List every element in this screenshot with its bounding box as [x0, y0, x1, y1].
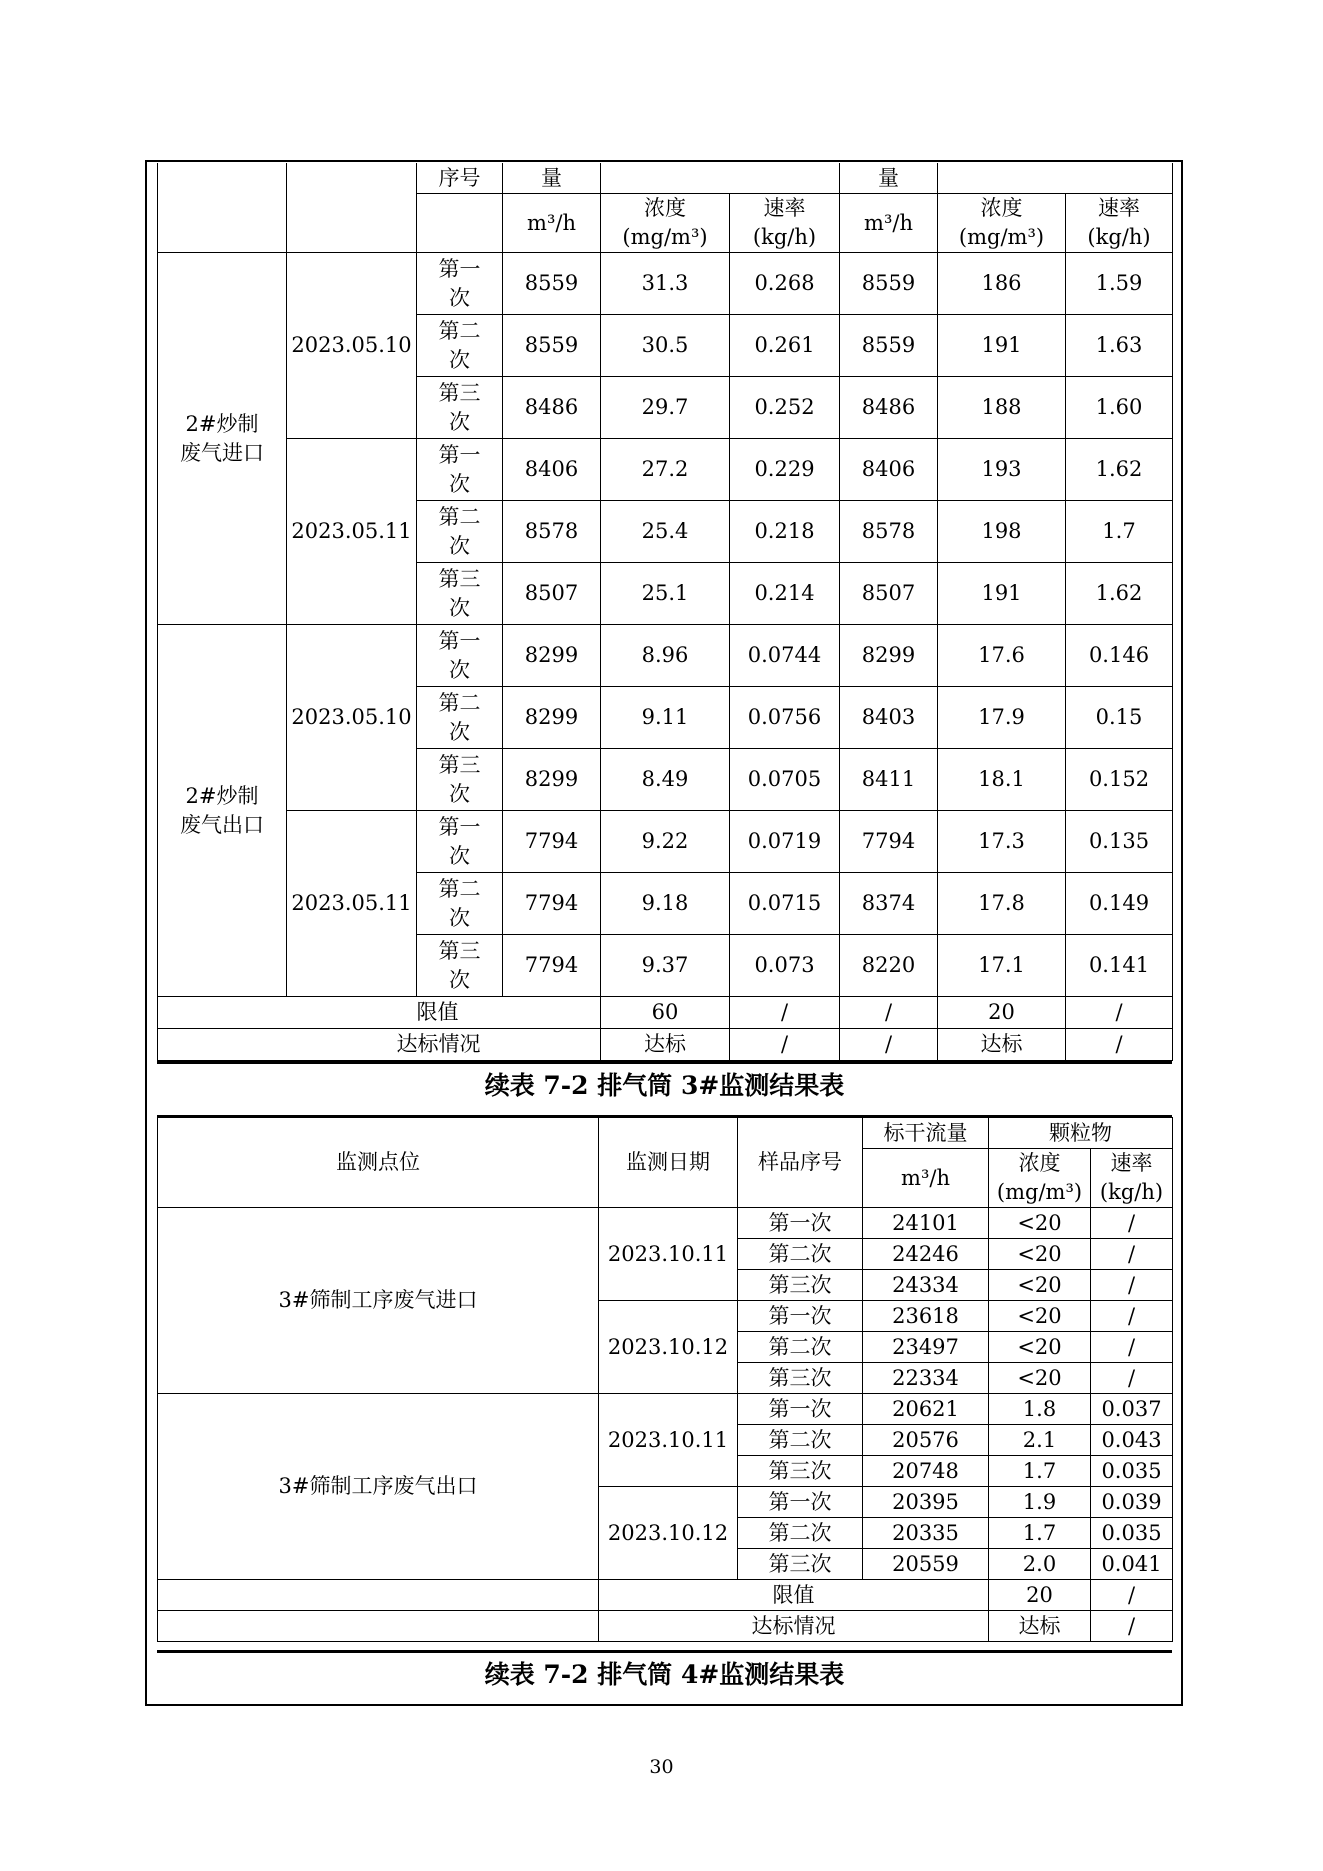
rate-cell-2: 1.59 — [1066, 253, 1173, 315]
header-particulate: 颗粒物 — [989, 1118, 1173, 1149]
header-seq: 样品序号 — [738, 1118, 863, 1208]
page-number: 30 — [649, 1756, 674, 1778]
rate-cell-2: 0.15 — [1066, 687, 1173, 749]
conc-cell-2: 193 — [938, 439, 1066, 501]
seq-cell: 第一次 — [417, 811, 503, 873]
status-conc: 达标 — [989, 1611, 1091, 1642]
conc-cell-1: 9.22 — [601, 811, 730, 873]
flow-cell-2: 8578 — [840, 501, 938, 563]
header-flow-unit-1: m³/h — [503, 194, 601, 253]
status-rate-1: / — [730, 1029, 840, 1061]
rate-cell-1: 0.252 — [730, 377, 840, 439]
conc-cell: 2.1 — [989, 1425, 1091, 1456]
rate-cell-2: 1.62 — [1066, 563, 1173, 625]
limit-rate-2: / — [1066, 997, 1173, 1029]
header-pollutant-2 — [938, 163, 1173, 194]
seq-cell: 第一次 — [738, 1394, 863, 1425]
conc-cell-2: 17.6 — [938, 625, 1066, 687]
rate-cell-1: 0.0756 — [730, 687, 840, 749]
date-cell: 2023.05.11 — [287, 811, 417, 997]
flow-cell-2: 8374 — [840, 873, 938, 935]
header-seq: 序号 — [417, 163, 503, 194]
conc-cell: <20 — [989, 1208, 1091, 1239]
flow-cell-1: 7794 — [503, 811, 601, 873]
rate-cell-2: 0.152 — [1066, 749, 1173, 811]
flow-cell: 20576 — [863, 1425, 989, 1456]
flow-cell: 23497 — [863, 1332, 989, 1363]
seq-cell: 第一次 — [738, 1487, 863, 1518]
status-blank — [158, 1611, 599, 1642]
seq-cell: 第三次 — [417, 377, 503, 439]
header-rate-2: 速率 (kg/h) — [1066, 194, 1173, 253]
header-pollutant-1 — [601, 163, 840, 194]
flow-cell: 20621 — [863, 1394, 989, 1425]
flow-cell-1: 8559 — [503, 315, 601, 377]
status-rate: / — [1091, 1611, 1173, 1642]
table-row — [158, 439, 1173, 501]
date-cell: 2023.05.10 — [287, 625, 417, 811]
header-seq-cont — [417, 194, 503, 253]
table-caption-3: 续表 7-2 排气筒 3#监测结果表 — [484, 1071, 845, 1100]
location-cell: 3#筛制工序废气进口 — [158, 1208, 599, 1394]
rate-cell-1: 0.229 — [730, 439, 840, 501]
status-conc-2: 达标 — [938, 1029, 1066, 1061]
limit-conc-2: 20 — [938, 997, 1066, 1029]
flow-cell-2: 8411 — [840, 749, 938, 811]
table-row — [158, 1208, 1173, 1239]
flow-cell: 20335 — [863, 1518, 989, 1549]
conc-cell: <20 — [989, 1239, 1091, 1270]
conc-cell-1: 9.37 — [601, 935, 730, 997]
seq-cell: 第一次 — [417, 625, 503, 687]
flow-cell: 20559 — [863, 1549, 989, 1580]
flow-cell: 22334 — [863, 1363, 989, 1394]
rate-cell: / — [1091, 1301, 1173, 1332]
rate-cell-1: 0.214 — [730, 563, 840, 625]
conc-cell: 1.7 — [989, 1456, 1091, 1487]
seq-cell: 第一次 — [738, 1208, 863, 1239]
rate-cell: / — [1091, 1239, 1173, 1270]
flow-cell-1: 8406 — [503, 439, 601, 501]
conc-cell: 1.8 — [989, 1394, 1091, 1425]
conc-cell: <20 — [989, 1332, 1091, 1363]
limit-conc-1: 60 — [601, 997, 730, 1029]
seq-cell: 第三次 — [738, 1549, 863, 1580]
rate-cell: 0.037 — [1091, 1394, 1173, 1425]
monitoring-table-2 — [157, 163, 1173, 1061]
date-cell: 2023.10.11 — [599, 1208, 738, 1301]
seq-cell: 第二次 — [417, 687, 503, 749]
rate-cell-1: 0.268 — [730, 253, 840, 315]
rate-cell-1: 0.0715 — [730, 873, 840, 935]
seq-cell: 第一次 — [738, 1301, 863, 1332]
conc-cell: 1.7 — [989, 1518, 1091, 1549]
header-blank — [158, 163, 287, 253]
flow-cell-2: 8406 — [840, 439, 938, 501]
flow-cell-2: 7794 — [840, 811, 938, 873]
seq-cell: 第二次 — [417, 315, 503, 377]
seq-cell: 第三次 — [417, 563, 503, 625]
rule — [157, 1061, 1172, 1064]
limit-flow-2: / — [840, 997, 938, 1029]
seq-cell: 第二次 — [738, 1239, 863, 1270]
header-flow-unit: m³/h — [863, 1149, 989, 1208]
date-cell: 2023.05.10 — [287, 253, 417, 439]
seq-cell: 第二次 — [738, 1518, 863, 1549]
flow-cell-2: 8559 — [840, 315, 938, 377]
flow-cell-1: 8299 — [503, 687, 601, 749]
seq-cell: 第二次 — [417, 501, 503, 563]
conc-cell: 1.9 — [989, 1487, 1091, 1518]
limit-label: 限值 — [599, 1580, 989, 1611]
rule — [157, 1650, 1172, 1653]
flow-cell-2: 8559 — [840, 253, 938, 315]
header-flow-unit-2: m³/h — [840, 194, 938, 253]
rate-cell: / — [1091, 1208, 1173, 1239]
conc-cell-2: 198 — [938, 501, 1066, 563]
conc-cell-2: 186 — [938, 253, 1066, 315]
conc-cell-2: 17.8 — [938, 873, 1066, 935]
status-rate-2: / — [1066, 1029, 1173, 1061]
conc-cell: <20 — [989, 1301, 1091, 1332]
table-caption-4: 续表 7-2 排气筒 4#监测结果表 — [484, 1660, 845, 1689]
date-cell: 2023.10.12 — [599, 1487, 738, 1580]
flow-cell-2: 8403 — [840, 687, 938, 749]
conc-cell-1: 25.4 — [601, 501, 730, 563]
header-rate: 速率 (kg/h) — [1091, 1149, 1173, 1208]
location-cell: 3#筛制工序废气出口 — [158, 1394, 599, 1580]
conc-cell: 2.0 — [989, 1549, 1091, 1580]
table-row — [158, 253, 1173, 315]
seq-cell: 第二次 — [417, 873, 503, 935]
flow-cell-1: 8486 — [503, 377, 601, 439]
rate-cell-2: 0.141 — [1066, 935, 1173, 997]
table-row — [158, 1394, 1173, 1425]
conc-cell-2: 188 — [938, 377, 1066, 439]
conc-cell-2: 17.9 — [938, 687, 1066, 749]
limit-blank — [158, 1580, 599, 1611]
date-cell: 2023.10.12 — [599, 1301, 738, 1394]
rate-cell-1: 0.218 — [730, 501, 840, 563]
conc-cell-1: 29.7 — [601, 377, 730, 439]
seq-cell: 第三次 — [738, 1270, 863, 1301]
header-blank — [287, 163, 417, 253]
flow-cell: 24334 — [863, 1270, 989, 1301]
conc-cell: <20 — [989, 1363, 1091, 1394]
conc-cell-1: 9.11 — [601, 687, 730, 749]
conc-cell-2: 17.3 — [938, 811, 1066, 873]
rate-cell-1: 0.261 — [730, 315, 840, 377]
rate-cell: 0.041 — [1091, 1549, 1173, 1580]
limit-blank — [158, 997, 287, 1029]
rate-cell: / — [1091, 1270, 1173, 1301]
flow-cell: 24101 — [863, 1208, 989, 1239]
status-label: 达标情况 — [599, 1611, 989, 1642]
limit-label: 限值 — [287, 997, 601, 1029]
rate-cell-2: 1.60 — [1066, 377, 1173, 439]
conc-cell-1: 8.96 — [601, 625, 730, 687]
flow-cell: 23618 — [863, 1301, 989, 1332]
date-cell: 2023.05.11 — [287, 439, 417, 625]
header-conc-2: 浓度 (mg/m³) — [938, 194, 1066, 253]
status-conc-1: 达标 — [601, 1029, 730, 1061]
flow-cell-1: 8299 — [503, 749, 601, 811]
header-date: 监测日期 — [599, 1118, 738, 1208]
conc-cell-1: 31.3 — [601, 253, 730, 315]
conc-cell-2: 191 — [938, 315, 1066, 377]
header-conc: 浓度 (mg/m³) — [989, 1149, 1091, 1208]
flow-cell-2: 8486 — [840, 377, 938, 439]
seq-cell: 第一次 — [417, 439, 503, 501]
rate-cell-2: 0.135 — [1066, 811, 1173, 873]
rate-cell-2: 1.62 — [1066, 439, 1173, 501]
conc-cell-1: 25.1 — [601, 563, 730, 625]
conc-cell: <20 — [989, 1270, 1091, 1301]
flow-cell-1: 8507 — [503, 563, 601, 625]
flow-cell-1: 8559 — [503, 253, 601, 315]
seq-cell: 第三次 — [417, 935, 503, 997]
header-flow-1: 量 — [503, 163, 601, 194]
rate-cell: / — [1091, 1332, 1173, 1363]
table-row — [158, 625, 1173, 687]
rate-cell: 0.039 — [1091, 1487, 1173, 1518]
flow-cell-2: 8220 — [840, 935, 938, 997]
flow-cell: 24246 — [863, 1239, 989, 1270]
rate-cell-2: 0.146 — [1066, 625, 1173, 687]
location-cell: 2#炒制废气进口 — [158, 253, 287, 625]
conc-cell-1: 30.5 — [601, 315, 730, 377]
rate-cell-2: 0.149 — [1066, 873, 1173, 935]
flow-cell: 20748 — [863, 1456, 989, 1487]
seq-cell: 第三次 — [738, 1363, 863, 1394]
limit-rate-1: / — [730, 997, 840, 1029]
rate-cell-1: 0.073 — [730, 935, 840, 997]
flow-cell-1: 8578 — [503, 501, 601, 563]
conc-cell-1: 8.49 — [601, 749, 730, 811]
rate-cell-1: 0.0719 — [730, 811, 840, 873]
rate-cell-1: 0.0705 — [730, 749, 840, 811]
rate-cell-2: 1.63 — [1066, 315, 1173, 377]
date-cell: 2023.10.11 — [599, 1394, 738, 1487]
monitoring-table-3 — [157, 1117, 1173, 1642]
flow-cell-1: 8299 — [503, 625, 601, 687]
rate-cell: / — [1091, 1363, 1173, 1394]
limit-conc: 20 — [989, 1580, 1091, 1611]
header-flow-2: 量 — [840, 163, 938, 194]
limit-rate: / — [1091, 1580, 1173, 1611]
seq-cell: 第二次 — [738, 1425, 863, 1456]
flow-cell-2: 8507 — [840, 563, 938, 625]
status-flow-2: / — [840, 1029, 938, 1061]
header-flow: 标干流量 — [863, 1118, 989, 1149]
seq-cell: 第三次 — [738, 1456, 863, 1487]
rate-cell-1: 0.0744 — [730, 625, 840, 687]
flow-cell-2: 8299 — [840, 625, 938, 687]
conc-cell-1: 9.18 — [601, 873, 730, 935]
conc-cell-2: 18.1 — [938, 749, 1066, 811]
table-row — [158, 811, 1173, 873]
header-rate-1: 速率 (kg/h) — [730, 194, 840, 253]
seq-cell: 第一次 — [417, 253, 503, 315]
seq-cell: 第三次 — [417, 749, 503, 811]
conc-cell-2: 191 — [938, 563, 1066, 625]
seq-cell: 第二次 — [738, 1332, 863, 1363]
rate-cell: 0.035 — [1091, 1518, 1173, 1549]
status-blank — [158, 1029, 287, 1061]
rate-cell: 0.035 — [1091, 1456, 1173, 1487]
conc-cell-1: 27.2 — [601, 439, 730, 501]
location-cell: 2#炒制废气出口 — [158, 625, 287, 997]
conc-cell-2: 17.1 — [938, 935, 1066, 997]
status-label: 达标情况 — [287, 1029, 601, 1061]
rate-cell-2: 1.7 — [1066, 501, 1173, 563]
header-conc-1: 浓度 (mg/m³) — [601, 194, 730, 253]
header-location: 监测点位 — [158, 1118, 599, 1208]
flow-cell-1: 7794 — [503, 873, 601, 935]
flow-cell-1: 7794 — [503, 935, 601, 997]
flow-cell: 20395 — [863, 1487, 989, 1518]
rate-cell: 0.043 — [1091, 1425, 1173, 1456]
